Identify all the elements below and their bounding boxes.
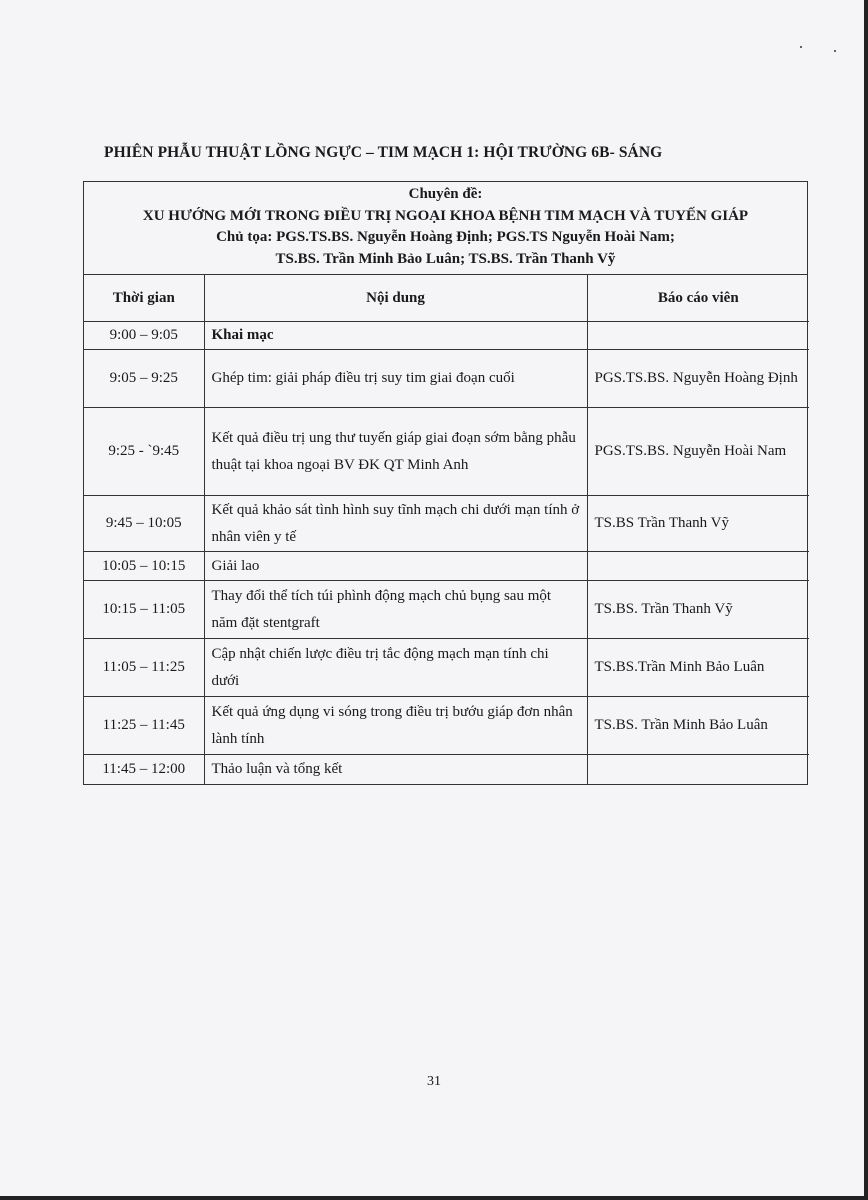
row-content: Kết quả điều trị ung thư tuyến giáp giai đoạn sớm bằng phẫu thuật tại khoa ngoại BV ĐK QT Minh Anh xyxy=(204,408,587,496)
row-speaker: TS.BS.Trần Minh Bảo Luân xyxy=(587,639,809,697)
row-time: 9:25 - `9:45 xyxy=(84,408,204,496)
chairs-line-2: TS.BS. Trần Minh Bảo Luân; TS.BS. Trần Thanh Vỹ xyxy=(275,250,616,267)
row-content: Khai mạc xyxy=(204,322,587,350)
row-speaker: PGS.TS.BS. Nguyễn Hoài Nam xyxy=(587,408,809,496)
row-time: 9:45 – 10:05 xyxy=(84,496,204,552)
column-header-speaker: Báo cáo viên xyxy=(587,275,809,322)
row-time: 9:00 – 9:05 xyxy=(84,322,204,350)
topic-label: Chuyên đề: xyxy=(408,186,483,202)
table-row xyxy=(84,322,809,350)
row-speaker: TS.BS. Trần Thanh Vỹ xyxy=(587,581,809,639)
table-row xyxy=(84,496,809,552)
row-content: Thay đổi thể tích túi phình động mạch chủ bụng sau một năm đặt stentgraft xyxy=(204,581,587,639)
scan-speck xyxy=(800,46,802,48)
row-speaker: PGS.TS.BS. Nguyễn Hoàng Định xyxy=(587,350,809,408)
session-title: PHIÊN PHẪU THUẬT LỒNG NGỰC – TIM MẠCH 1: HỘI TRƯỜNG 6B- SÁNG xyxy=(104,144,663,161)
topic-title: XU HƯỚNG MỚI TRONG ĐIỀU TRỊ NGOẠI KHOA BỆNH TIM MẠCH VÀ TUYẾN GIÁP xyxy=(142,207,749,224)
row-speaker: TS.BS. Trần Minh Bảo Luân xyxy=(587,697,809,755)
row-time: 10:05 – 10:15 xyxy=(84,552,204,581)
table-row xyxy=(84,552,809,581)
row-speaker xyxy=(587,755,809,784)
table-row xyxy=(84,697,809,755)
row-time: 9:05 – 9:25 xyxy=(84,350,204,408)
row-speaker xyxy=(587,322,809,350)
row-speaker: TS.BS Trần Thanh Vỹ xyxy=(587,496,809,552)
row-time: 10:15 – 11:05 xyxy=(84,581,204,639)
row-content: Ghép tim: giải pháp điều trị suy tim giai đoạn cuối xyxy=(204,350,587,408)
table-row xyxy=(84,408,809,496)
row-time: 11:05 – 11:25 xyxy=(84,639,204,697)
column-header-row xyxy=(84,275,809,322)
column-header-time: Thời gian xyxy=(84,275,204,322)
table-row xyxy=(84,639,809,697)
table-row xyxy=(84,350,809,408)
row-time: 11:25 – 11:45 xyxy=(84,697,204,755)
row-content: Thảo luận và tổng kết xyxy=(204,755,587,784)
column-header-content: Nội dung xyxy=(204,275,587,322)
program-table xyxy=(83,181,808,785)
row-content: Kết quả khảo sát tình hình suy tĩnh mạch chi dưới mạn tính ở nhân viên y tế xyxy=(204,496,587,552)
chairs-line-1: Chủ tọa: PGS.TS.BS. Nguyễn Hoàng Định; PGS.TS Nguyễn Hoài Nam; xyxy=(216,229,675,245)
page-number: 31 xyxy=(427,1074,441,1089)
table-row xyxy=(84,581,809,639)
row-content: Kết quả ứng dụng vi sóng trong điều trị bướu giáp đơn nhân lành tính xyxy=(204,697,587,755)
row-content: Cập nhật chiến lược điều trị tắc động mạch mạn tính chi dưới xyxy=(204,639,587,697)
row-content: Giải lao xyxy=(204,552,587,581)
row-speaker xyxy=(587,552,809,581)
table-row xyxy=(84,755,809,784)
row-time: 11:45 – 12:00 xyxy=(84,755,204,784)
scan-speck xyxy=(834,50,836,52)
table-header xyxy=(84,182,807,275)
schedule-table xyxy=(84,275,809,784)
